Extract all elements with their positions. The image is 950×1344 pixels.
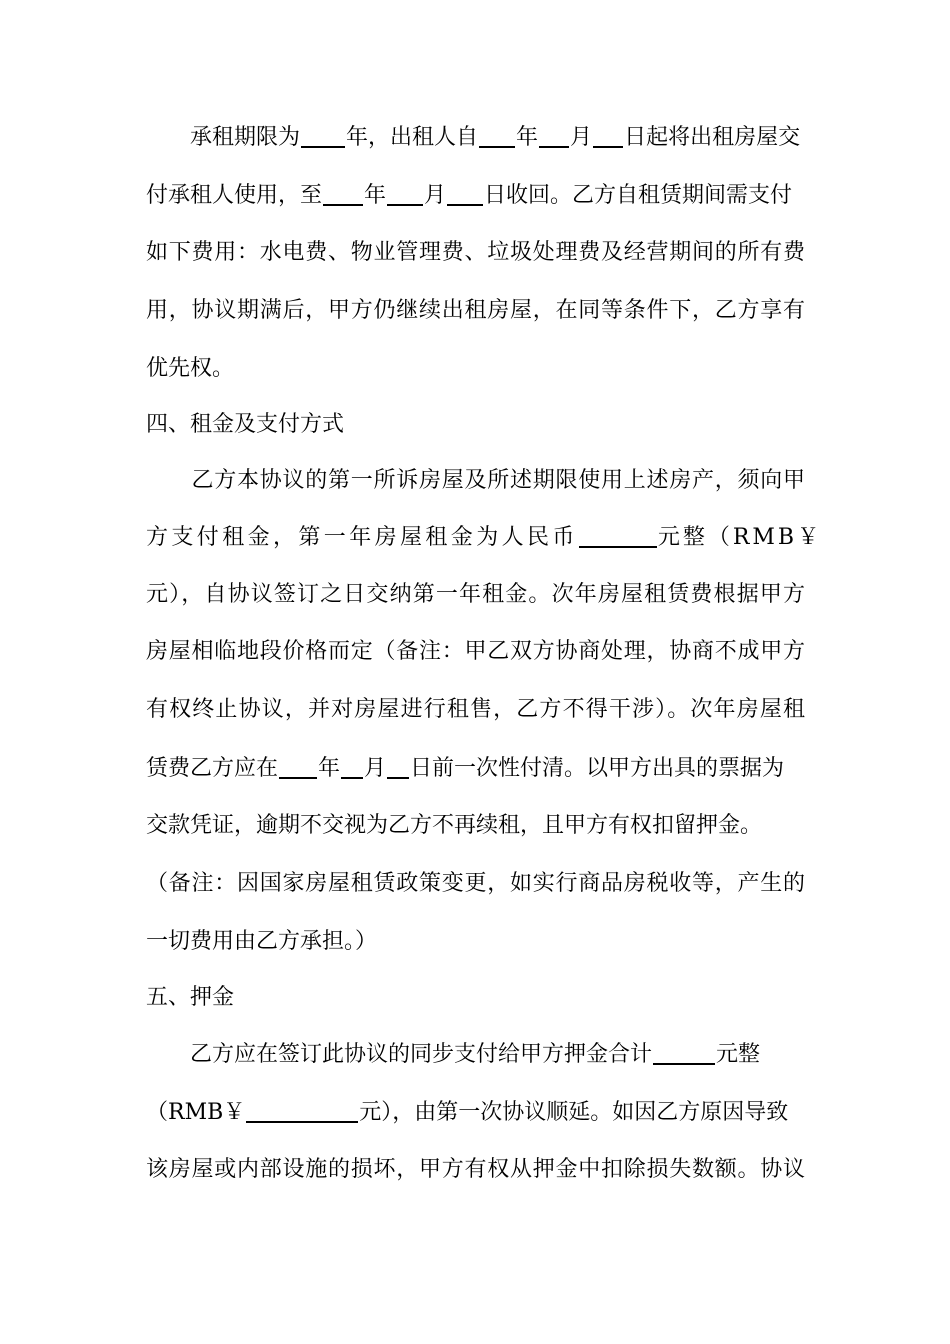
text-line	[146, 1039, 760, 1070]
text-segment: 年	[318, 756, 341, 781]
text-segment: 交款凭证，逾期不交视为乙方不再续租，且甲方有权扣留押金。	[146, 813, 763, 838]
text-segment: 乙方应在签订此协议的同步支付给甲方押金合计	[146, 1042, 653, 1067]
blank-field	[279, 753, 317, 779]
text-segment: 月	[424, 183, 447, 208]
text-segment: 一切费用由乙方承担。）	[146, 929, 378, 954]
section-heading	[146, 983, 234, 1013]
text-segment: 乙方本协议的第一所诉房屋及所述期限使用上述房产，须向甲	[146, 468, 805, 493]
blank-field	[479, 122, 515, 148]
blank-field	[387, 180, 423, 206]
text-segment: 优先权。	[146, 356, 235, 381]
text-line	[146, 122, 800, 153]
blank-field	[579, 522, 657, 548]
text-line	[146, 753, 784, 784]
text-line	[146, 869, 805, 899]
section-heading	[146, 410, 344, 440]
text-line	[146, 695, 805, 725]
blank-field	[323, 180, 363, 206]
text-line	[146, 522, 822, 553]
text-line	[146, 811, 762, 841]
text-segment: 四、租金及支付方式	[146, 412, 345, 437]
text-segment: 月	[570, 125, 593, 150]
text-segment: 赁费乙方应在	[146, 756, 279, 781]
text-segment: 承租期限为	[146, 125, 301, 150]
text-line	[146, 238, 805, 268]
text-segment: 付承租人使用，至	[146, 183, 323, 208]
text-line	[146, 637, 805, 667]
blank-field	[447, 180, 483, 206]
text-line	[146, 296, 805, 326]
text-segment: 元整（RMB￥	[657, 525, 823, 550]
blank-field	[593, 122, 623, 148]
text-segment: 年	[516, 125, 539, 150]
text-segment: 房屋相临地段价格而定（备注：甲乙双方协商处理，协商不成甲方	[146, 639, 805, 664]
blank-field	[387, 753, 409, 779]
text-segment: 方支付租金，第一年房屋租金为人民币	[146, 525, 578, 550]
text-segment: 年，出租人自	[346, 125, 479, 150]
blank-field	[539, 122, 569, 148]
text-segment: 日前一次性付清。以甲方出具的票据为	[410, 756, 785, 781]
text-line	[146, 927, 377, 957]
text-segment: 五、押金	[146, 985, 235, 1010]
text-line	[146, 580, 805, 610]
text-segment: 用，协议期满后，甲方仍继续出租房屋，在同等条件下，乙方享有	[146, 298, 805, 323]
text-segment: 有权终止协议，并对房屋进行租售，乙方不得干涉）。次年房屋租	[146, 697, 805, 722]
text-segment: 元），由第一次协议顺延。如因乙方原因导致	[359, 1100, 789, 1125]
text-segment: 如下费用：水电费、物业管理费、垃圾处理费及经营期间的所有费	[146, 240, 805, 265]
text-segment: 日起将出租房屋交	[624, 125, 801, 150]
text-line	[146, 354, 234, 384]
text-segment: （备注：因国家房屋租赁政策变更，如实行商品房税收等，产生的	[146, 871, 805, 896]
text-line	[146, 180, 792, 211]
text-line	[146, 466, 805, 496]
text-segment: 月	[364, 756, 387, 781]
text-segment: 年	[364, 183, 387, 208]
text-segment: 日收回。乙方自租赁期间需支付	[484, 183, 793, 208]
text-segment: 元整	[716, 1042, 761, 1067]
text-line	[146, 1155, 805, 1185]
blank-field	[341, 753, 363, 779]
text-segment: 该房屋或内部设施的损坏，甲方有权从押金中扣除损失数额。协议	[146, 1157, 805, 1182]
blank-field	[653, 1039, 715, 1065]
blank-field	[246, 1097, 358, 1123]
blank-field	[301, 122, 345, 148]
text-segment: （RMB￥	[146, 1100, 246, 1125]
text-line	[146, 1097, 788, 1128]
text-segment: 元），自协议签订之日交纳第一年租金。次年房屋租赁费根据甲方	[146, 582, 805, 607]
